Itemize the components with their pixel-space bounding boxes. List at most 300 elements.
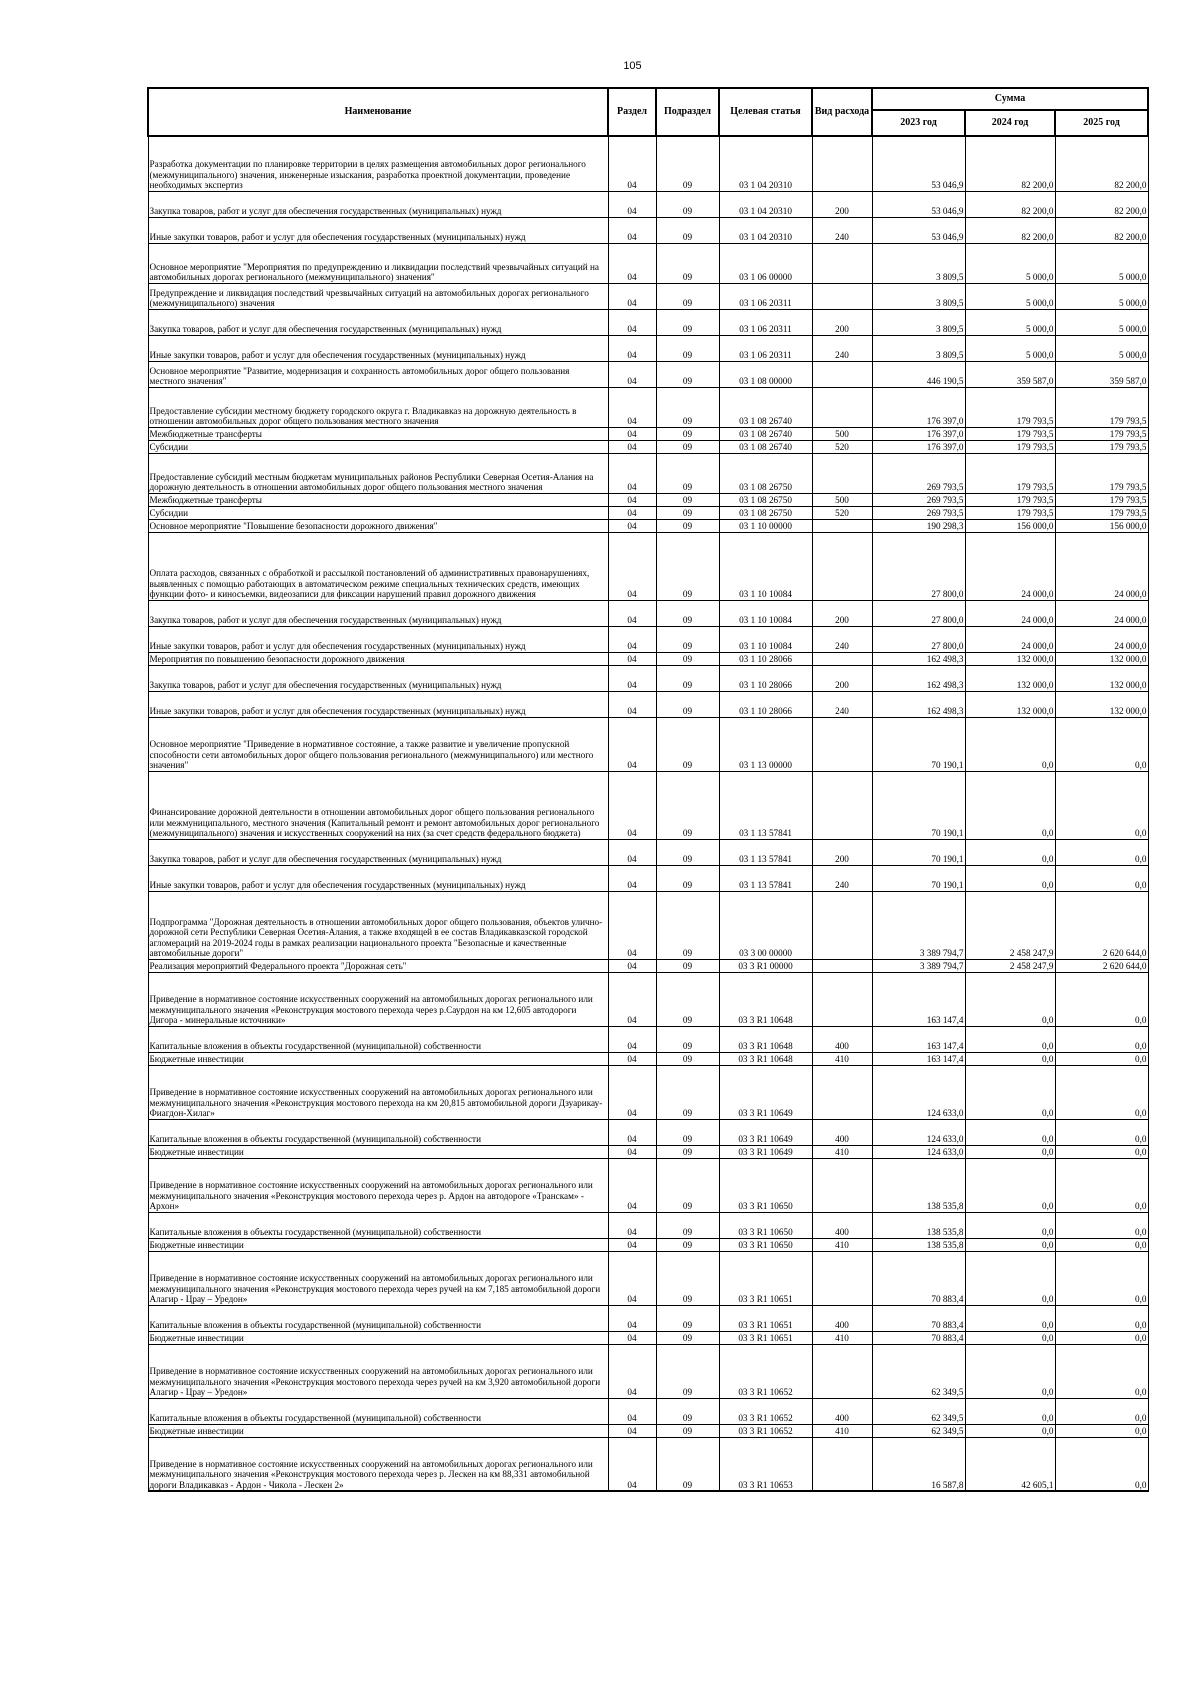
- budget-table-body: [148, 136, 1148, 1491]
- cell-sum-2025: 0,0: [1055, 1212, 1148, 1238]
- cell-name: Закупка товаров, работ и услуг для обеспечения государственных (муниципальных) нужд: [148, 191, 608, 217]
- cell-sum-2024: 0,0: [965, 865, 1055, 891]
- cell-sum-2024: 0,0: [965, 1052, 1055, 1065]
- cell-name: Иные закупки товаров, работ и услуг для обеспечения государственных (муниципальных) нужд: [148, 691, 608, 717]
- cell-name: Капитальные вложения в объекты государственной (муниципальной) собственности: [148, 1119, 608, 1145]
- cell-razdel: 04: [608, 891, 656, 959]
- cell-razdel: 04: [608, 839, 656, 865]
- cell-sum-2023: 162 498,3: [872, 691, 965, 717]
- cell-podrazdel: 09: [656, 1026, 719, 1052]
- cell-vid: 400: [812, 1305, 872, 1331]
- cell-target: 03 1 10 10084: [719, 626, 812, 652]
- cell-sum-2025: 24 000,0: [1055, 626, 1148, 652]
- cell-sum-2024: 0,0: [965, 1145, 1055, 1158]
- cell-sum-2023: 124 633,0: [872, 1119, 965, 1145]
- cell-vid: [812, 959, 872, 972]
- cell-sum-2024: 0,0: [965, 1212, 1055, 1238]
- cell-sum-2023: 62 349,5: [872, 1398, 965, 1424]
- cell-target: 03 3 R1 10649: [719, 1119, 812, 1145]
- header-razdel: Раздел: [608, 88, 656, 136]
- cell-podrazdel: 09: [656, 1052, 719, 1065]
- table-row: [148, 691, 1148, 717]
- cell-vid: 240: [812, 217, 872, 243]
- table-row: [148, 771, 1148, 839]
- cell-sum-2024: 0,0: [965, 1119, 1055, 1145]
- table-row: [148, 1398, 1148, 1424]
- cell-vid: 400: [812, 1398, 872, 1424]
- cell-razdel: 04: [608, 771, 656, 839]
- cell-sum-2024: 24 000,0: [965, 600, 1055, 626]
- cell-name: Иные закупки товаров, работ и услуг для обеспечения государственных (муниципальных) нужд: [148, 865, 608, 891]
- cell-sum-2025: 0,0: [1055, 1305, 1148, 1331]
- cell-name: Оплата расходов, связанных с обработкой и рассылкой постановлений об административных правонарушениях, выявленных с помощью работающих в автоматическом режиме специальных технических средств, имеющих функции фото- и киносъемки, видеозаписи для фиксации нарушений правил дорожного движения: [148, 532, 608, 600]
- header-2024: 2024 год: [965, 110, 1055, 136]
- cell-sum-2023: 190 298,3: [872, 519, 965, 532]
- cell-sum-2025: 132 000,0: [1055, 652, 1148, 665]
- cell-target: 03 3 R1 00000: [719, 959, 812, 972]
- cell-razdel: 04: [608, 652, 656, 665]
- cell-sum-2023: 3 809,5: [872, 335, 965, 361]
- cell-sum-2023: 124 633,0: [872, 1065, 965, 1119]
- cell-razdel: 04: [608, 1158, 656, 1212]
- cell-sum-2023: 269 793,5: [872, 506, 965, 519]
- cell-podrazdel: 09: [656, 1158, 719, 1212]
- table-row: [148, 1437, 1148, 1491]
- cell-razdel: 04: [608, 1145, 656, 1158]
- cell-target: 03 1 08 26750: [719, 493, 812, 506]
- cell-target: 03 1 10 28066: [719, 691, 812, 717]
- cell-target: 03 1 13 57841: [719, 865, 812, 891]
- cell-vid: 200: [812, 309, 872, 335]
- cell-podrazdel: 09: [656, 665, 719, 691]
- cell-sum-2023: 70 190,1: [872, 865, 965, 891]
- cell-vid: 410: [812, 1424, 872, 1437]
- cell-razdel: 04: [608, 1344, 656, 1398]
- cell-sum-2023: 3 809,5: [872, 283, 965, 309]
- cell-podrazdel: 09: [656, 771, 719, 839]
- cell-vid: [812, 1065, 872, 1119]
- cell-razdel: 04: [608, 493, 656, 506]
- cell-sum-2025: 2 620 644,0: [1055, 959, 1148, 972]
- cell-name: Бюджетные инвестиции: [148, 1052, 608, 1065]
- cell-sum-2024: 0,0: [965, 1251, 1055, 1305]
- cell-sum-2023: 3 389 794,7: [872, 891, 965, 959]
- cell-sum-2024: 0,0: [965, 1026, 1055, 1052]
- cell-sum-2025: 0,0: [1055, 1344, 1148, 1398]
- cell-target: 03 3 R1 10649: [719, 1065, 812, 1119]
- cell-razdel: 04: [608, 283, 656, 309]
- table-row: [148, 453, 1148, 493]
- cell-podrazdel: 09: [656, 1119, 719, 1145]
- cell-vid: 500: [812, 427, 872, 440]
- cell-name: Субсидии: [148, 440, 608, 453]
- cell-sum-2024: 132 000,0: [965, 652, 1055, 665]
- cell-sum-2023: 163 147,4: [872, 972, 965, 1026]
- cell-razdel: 04: [608, 309, 656, 335]
- cell-podrazdel: 09: [656, 283, 719, 309]
- cell-sum-2023: 70 190,1: [872, 839, 965, 865]
- table-row: [148, 1331, 1148, 1344]
- cell-name: Приведение в нормативное состояние искусственных сооружений на автомобильных дорогах регионального или межмуниципального значения «Реконструкция мостового перехода через ручей на км 3,920 автомобильной дороги Алагир - Црау – Уредон»: [148, 1344, 608, 1398]
- cell-razdel: 04: [608, 600, 656, 626]
- cell-razdel: 04: [608, 972, 656, 1026]
- cell-razdel: 04: [608, 626, 656, 652]
- cell-sum-2023: 16 587,8: [872, 1437, 965, 1491]
- cell-vid: [812, 1251, 872, 1305]
- cell-vid: [812, 891, 872, 959]
- cell-sum-2024: 5 000,0: [965, 283, 1055, 309]
- cell-sum-2025: 0,0: [1055, 771, 1148, 839]
- cell-podrazdel: 09: [656, 440, 719, 453]
- cell-target: 03 3 R1 10653: [719, 1437, 812, 1491]
- cell-target: 03 3 00 00000: [719, 891, 812, 959]
- cell-sum-2024: 0,0: [965, 1344, 1055, 1398]
- cell-podrazdel: 09: [656, 309, 719, 335]
- cell-podrazdel: 09: [656, 1437, 719, 1491]
- table-row: [148, 217, 1148, 243]
- header-target: Целевая статья: [719, 88, 812, 136]
- cell-sum-2024: 0,0: [965, 717, 1055, 771]
- cell-sum-2023: 53 046,9: [872, 217, 965, 243]
- cell-razdel: 04: [608, 453, 656, 493]
- cell-vid: 410: [812, 1145, 872, 1158]
- cell-sum-2023: 138 535,8: [872, 1158, 965, 1212]
- cell-podrazdel: 09: [656, 191, 719, 217]
- cell-name: Бюджетные инвестиции: [148, 1238, 608, 1251]
- header-2025: 2025 год: [1055, 110, 1148, 136]
- cell-sum-2025: 24 000,0: [1055, 532, 1148, 600]
- cell-sum-2024: 156 000,0: [965, 519, 1055, 532]
- cell-razdel: 04: [608, 243, 656, 283]
- cell-podrazdel: 09: [656, 1424, 719, 1437]
- cell-name: Капитальные вложения в объекты государственной (муниципальной) собственности: [148, 1212, 608, 1238]
- cell-podrazdel: 09: [656, 243, 719, 283]
- cell-sum-2025: 0,0: [1055, 1331, 1148, 1344]
- cell-target: 03 3 R1 10648: [719, 972, 812, 1026]
- cell-sum-2025: 0,0: [1055, 1119, 1148, 1145]
- cell-podrazdel: 09: [656, 1305, 719, 1331]
- table-row: [148, 1026, 1148, 1052]
- table-row: [148, 532, 1148, 600]
- table-row: [148, 839, 1148, 865]
- table-row: [148, 440, 1148, 453]
- cell-name: Закупка товаров, работ и услуг для обеспечения государственных (муниципальных) нужд: [148, 600, 608, 626]
- cell-razdel: 04: [608, 1398, 656, 1424]
- table-row: [148, 1238, 1148, 1251]
- cell-podrazdel: 09: [656, 1398, 719, 1424]
- cell-vid: [812, 1344, 872, 1398]
- table-row: [148, 361, 1148, 387]
- cell-razdel: 04: [608, 361, 656, 387]
- cell-sum-2023: 176 397,0: [872, 387, 965, 427]
- cell-sum-2025: 0,0: [1055, 1145, 1148, 1158]
- cell-razdel: 04: [608, 191, 656, 217]
- cell-vid: 240: [812, 335, 872, 361]
- cell-vid: [812, 453, 872, 493]
- cell-target: 03 3 R1 10649: [719, 1145, 812, 1158]
- cell-target: 03 1 06 20311: [719, 335, 812, 361]
- cell-sum-2023: 62 349,5: [872, 1344, 965, 1398]
- cell-razdel: 04: [608, 1119, 656, 1145]
- cell-podrazdel: 09: [656, 1212, 719, 1238]
- table-row: [148, 191, 1148, 217]
- cell-sum-2024: 0,0: [965, 1158, 1055, 1212]
- cell-sum-2023: 3 809,5: [872, 243, 965, 283]
- table-row: [148, 136, 1148, 191]
- cell-razdel: 04: [608, 506, 656, 519]
- cell-vid: 240: [812, 865, 872, 891]
- cell-sum-2025: 156 000,0: [1055, 519, 1148, 532]
- cell-sum-2024: 5 000,0: [965, 243, 1055, 283]
- cell-sum-2025: 0,0: [1055, 865, 1148, 891]
- cell-sum-2025: 0,0: [1055, 1238, 1148, 1251]
- table-row: [148, 1119, 1148, 1145]
- cell-sum-2024: 179 793,5: [965, 506, 1055, 519]
- cell-vid: 410: [812, 1331, 872, 1344]
- cell-name: Разработка документации по планировке территории в целях размещения автомобильных дорог регионального (межмуниципального) значения, инженерные изыскания, разработка проектной документации, проведение необходимых экспертиз: [148, 136, 608, 191]
- cell-name: Капитальные вложения в объекты государственной (муниципальной) собственности: [148, 1305, 608, 1331]
- cell-name: Бюджетные инвестиции: [148, 1424, 608, 1437]
- header-2023: 2023 год: [872, 110, 965, 136]
- cell-razdel: 04: [608, 865, 656, 891]
- cell-sum-2025: 5 000,0: [1055, 243, 1148, 283]
- cell-podrazdel: 09: [656, 891, 719, 959]
- cell-name: Закупка товаров, работ и услуг для обеспечения государственных (муниципальных) нужд: [148, 839, 608, 865]
- cell-sum-2025: 179 793,5: [1055, 387, 1148, 427]
- cell-name: Межбюджетные трансферты: [148, 493, 608, 506]
- cell-vid: [812, 1158, 872, 1212]
- cell-target: 03 1 10 28066: [719, 652, 812, 665]
- cell-sum-2025: 132 000,0: [1055, 691, 1148, 717]
- cell-sum-2023: 3 389 794,7: [872, 959, 965, 972]
- header-name: Наименование: [148, 88, 608, 136]
- cell-razdel: 04: [608, 1052, 656, 1065]
- cell-sum-2025: 5 000,0: [1055, 283, 1148, 309]
- cell-target: 03 1 13 00000: [719, 717, 812, 771]
- cell-target: 03 1 06 00000: [719, 243, 812, 283]
- table-row: [148, 506, 1148, 519]
- cell-target: 03 1 13 57841: [719, 771, 812, 839]
- cell-target: 03 1 04 20310: [719, 136, 812, 191]
- table-row: [148, 1424, 1148, 1437]
- cell-sum-2024: 0,0: [965, 972, 1055, 1026]
- cell-sum-2024: 179 793,5: [965, 387, 1055, 427]
- cell-sum-2025: 0,0: [1055, 839, 1148, 865]
- cell-vid: [812, 1437, 872, 1491]
- cell-name: Приведение в нормативное состояние искусственных сооружений на автомобильных дорогах регионального или межмуниципального значения «Реконструкция мостового перехода через р.Саурдон на км 12,605 автодороги Дигора - минеральные источники»: [148, 972, 608, 1026]
- cell-name: Закупка товаров, работ и услуг для обеспечения государственных (муниципальных) нужд: [148, 665, 608, 691]
- table-row: [148, 652, 1148, 665]
- cell-name: Основное мероприятие "Повышение безопасности дорожного движения": [148, 519, 608, 532]
- cell-target: 03 1 04 20310: [719, 217, 812, 243]
- cell-target: 03 1 10 10084: [719, 532, 812, 600]
- cell-podrazdel: 09: [656, 652, 719, 665]
- cell-name: Субсидии: [148, 506, 608, 519]
- cell-sum-2023: 27 800,0: [872, 532, 965, 600]
- cell-vid: [812, 532, 872, 600]
- cell-podrazdel: 09: [656, 959, 719, 972]
- table-row: [148, 309, 1148, 335]
- cell-sum-2023: 269 793,5: [872, 453, 965, 493]
- table-row: [148, 891, 1148, 959]
- budget-table: [147, 87, 1149, 1492]
- cell-name: Иные закупки товаров, работ и услуг для обеспечения государственных (муниципальных) нужд: [148, 335, 608, 361]
- cell-vid: [812, 717, 872, 771]
- cell-sum-2023: 27 800,0: [872, 600, 965, 626]
- cell-sum-2023: 70 883,4: [872, 1251, 965, 1305]
- cell-podrazdel: 09: [656, 600, 719, 626]
- table-row: [148, 865, 1148, 891]
- cell-target: 03 1 06 20311: [719, 309, 812, 335]
- cell-name: Иные закупки товаров, работ и услуг для обеспечения государственных (муниципальных) нужд: [148, 626, 608, 652]
- cell-vid: 520: [812, 506, 872, 519]
- cell-razdel: 04: [608, 519, 656, 532]
- table-row: [148, 626, 1148, 652]
- cell-sum-2024: 42 605,1: [965, 1437, 1055, 1491]
- cell-podrazdel: 09: [656, 1065, 719, 1119]
- cell-vid: 400: [812, 1119, 872, 1145]
- cell-sum-2024: 132 000,0: [965, 665, 1055, 691]
- cell-sum-2025: 0,0: [1055, 1052, 1148, 1065]
- cell-name: Капитальные вложения в объекты государственной (муниципальной) собственности: [148, 1026, 608, 1052]
- cell-sum-2023: 138 535,8: [872, 1238, 965, 1251]
- cell-podrazdel: 09: [656, 427, 719, 440]
- table-row: [148, 1145, 1148, 1158]
- cell-sum-2024: 5 000,0: [965, 309, 1055, 335]
- cell-name: Приведение в нормативное состояние искусственных сооружений на автомобильных дорогах регионального или межмуниципального значения «Реконструкция мостового перехода через р. Ардон на автодороге «Транскам» - Архон»: [148, 1158, 608, 1212]
- cell-target: 03 1 08 26740: [719, 387, 812, 427]
- cell-sum-2023: 70 190,1: [872, 771, 965, 839]
- cell-razdel: 04: [608, 691, 656, 717]
- cell-name: Мероприятия по повышению безопасности дорожного движения: [148, 652, 608, 665]
- cell-sum-2023: 27 800,0: [872, 626, 965, 652]
- header-vid: Вид расхода: [812, 88, 872, 136]
- cell-podrazdel: 09: [656, 361, 719, 387]
- cell-sum-2023: 138 535,8: [872, 1212, 965, 1238]
- cell-razdel: 04: [608, 335, 656, 361]
- cell-sum-2024: 82 200,0: [965, 217, 1055, 243]
- cell-target: 03 1 08 00000: [719, 361, 812, 387]
- cell-razdel: 04: [608, 136, 656, 191]
- cell-sum-2024: 82 200,0: [965, 136, 1055, 191]
- cell-podrazdel: 09: [656, 453, 719, 493]
- cell-razdel: 04: [608, 387, 656, 427]
- cell-name: Реализация мероприятий Федерального проекта "Дорожная сеть": [148, 959, 608, 972]
- cell-name: Основное мероприятие "Развитие, модернизация и сохранность автомобильных дорог общего пользования местного значения": [148, 361, 608, 387]
- cell-sum-2025: 179 793,5: [1055, 427, 1148, 440]
- cell-target: 03 1 10 28066: [719, 665, 812, 691]
- table-row: [148, 493, 1148, 506]
- cell-sum-2024: 179 793,5: [965, 440, 1055, 453]
- cell-sum-2024: 179 793,5: [965, 427, 1055, 440]
- cell-sum-2023: 176 397,0: [872, 427, 965, 440]
- cell-target: 03 3 R1 10650: [719, 1158, 812, 1212]
- table-row: [148, 427, 1148, 440]
- cell-razdel: 04: [608, 1212, 656, 1238]
- cell-vid: 400: [812, 1212, 872, 1238]
- cell-sum-2025: 0,0: [1055, 972, 1148, 1026]
- table-row: [148, 972, 1148, 1026]
- cell-razdel: 04: [608, 959, 656, 972]
- cell-vid: 200: [812, 191, 872, 217]
- cell-vid: 200: [812, 839, 872, 865]
- cell-sum-2024: 359 587,0: [965, 361, 1055, 387]
- cell-target: 03 1 08 26750: [719, 453, 812, 493]
- cell-sum-2024: 0,0: [965, 1398, 1055, 1424]
- cell-target: 03 1 10 00000: [719, 519, 812, 532]
- cell-sum-2023: 70 883,4: [872, 1331, 965, 1344]
- cell-sum-2025: 82 200,0: [1055, 217, 1148, 243]
- cell-sum-2023: 3 809,5: [872, 309, 965, 335]
- cell-sum-2025: 5 000,0: [1055, 309, 1148, 335]
- table-row: [148, 1065, 1148, 1119]
- table-row: [148, 335, 1148, 361]
- table-row: [148, 519, 1148, 532]
- table-row: [148, 1251, 1148, 1305]
- cell-sum-2025: 359 587,0: [1055, 361, 1148, 387]
- cell-sum-2024: 0,0: [965, 1065, 1055, 1119]
- cell-sum-2025: 0,0: [1055, 1065, 1148, 1119]
- table-row: [148, 1344, 1148, 1398]
- cell-sum-2025: 5 000,0: [1055, 335, 1148, 361]
- cell-target: 03 1 13 57841: [719, 839, 812, 865]
- cell-sum-2024: 5 000,0: [965, 335, 1055, 361]
- table-row: [148, 959, 1148, 972]
- cell-name: Капитальные вложения в объекты государственной (муниципальной) собственности: [148, 1398, 608, 1424]
- cell-name: Межбюджетные трансферты: [148, 427, 608, 440]
- cell-sum-2025: 2 620 644,0: [1055, 891, 1148, 959]
- cell-razdel: 04: [608, 440, 656, 453]
- cell-razdel: 04: [608, 1251, 656, 1305]
- cell-vid: 200: [812, 665, 872, 691]
- cell-razdel: 04: [608, 717, 656, 771]
- header-podrazdel: Подраздел: [656, 88, 719, 136]
- cell-sum-2025: 82 200,0: [1055, 136, 1148, 191]
- cell-sum-2025: 0,0: [1055, 1398, 1148, 1424]
- cell-target: 03 1 10 10084: [719, 600, 812, 626]
- cell-vid: [812, 361, 872, 387]
- table-row: [148, 1212, 1148, 1238]
- cell-podrazdel: 09: [656, 717, 719, 771]
- cell-sum-2023: 162 498,3: [872, 652, 965, 665]
- cell-name: Бюджетные инвестиции: [148, 1145, 608, 1158]
- cell-vid: [812, 771, 872, 839]
- cell-sum-2025: 24 000,0: [1055, 600, 1148, 626]
- cell-vid: 410: [812, 1052, 872, 1065]
- cell-podrazdel: 09: [656, 493, 719, 506]
- cell-podrazdel: 09: [656, 1331, 719, 1344]
- cell-name: Предоставление субсидии местному бюджету городского округа г. Владикавказ на дорожную деятельность в отношении автомобильных дорог общего пользования местного значения: [148, 387, 608, 427]
- cell-sum-2023: 124 633,0: [872, 1145, 965, 1158]
- cell-razdel: 04: [608, 1238, 656, 1251]
- table-row: [148, 283, 1148, 309]
- cell-sum-2023: 446 190,5: [872, 361, 965, 387]
- cell-target: 03 3 R1 10651: [719, 1331, 812, 1344]
- cell-podrazdel: 09: [656, 626, 719, 652]
- table-row: [148, 717, 1148, 771]
- cell-vid: [812, 136, 872, 191]
- cell-vid: [812, 972, 872, 1026]
- cell-sum-2024: 179 793,5: [965, 453, 1055, 493]
- cell-sum-2024: 0,0: [965, 771, 1055, 839]
- table-row: [148, 1305, 1148, 1331]
- cell-name: Основное мероприятие "Приведение в нормативное состояние, а также развитие и увеличение пропускной способности сети автомобильных дорог общего пользования регионального (межмуниципального) или местного значения": [148, 717, 608, 771]
- cell-target: 03 3 R1 10652: [719, 1398, 812, 1424]
- cell-podrazdel: 09: [656, 972, 719, 1026]
- cell-razdel: 04: [608, 1065, 656, 1119]
- cell-sum-2024: 0,0: [965, 1305, 1055, 1331]
- cell-vid: [812, 387, 872, 427]
